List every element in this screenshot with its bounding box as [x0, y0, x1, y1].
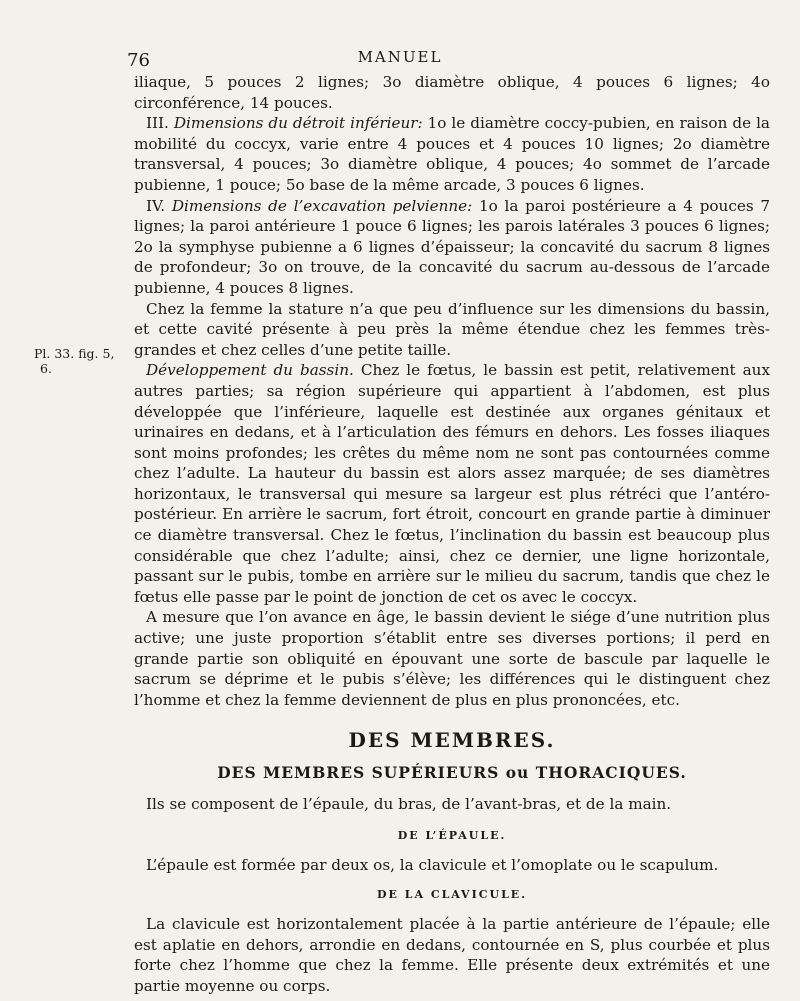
- paragraph-text: Chez le fœtus, le bassin est petit, relativement aux autres parties; sa région supérieure qui appartient à l’abdomen, est plus développée que l’inférieure, laquelle est destinée aux organes génitaux et urinaires en dedans, et à l’articulation des fémurs en dehors. Les fosses iliaques sont moins profondes; les crêtes du même nom ne sont pas contournées comme chez l’adulte. La hauteur du bassin est alors assez marquée; de ses diamètres horizontaux, le transversal qui mesure sa largeur est plus rétréci que l’antéro-postérieur. En arrière le sacrum, fort étroit, concourt en grande partie à diminuer ce diamètre transversal. Chez le fœtus, l’inclination du bassin est beaucoup plus considérable que chez l’adulte; ainsi, chez ce dernier, une ligne horizontale, passant sur le pubis, tombe en arrière sur le milieu du sacrum, tandis que chez le fœtus elle passe par le point de jonction de cet os avec le coccyx.: [134, 361, 771, 606]
- page-number: 76: [127, 50, 150, 71]
- section-number: IV.: [146, 196, 172, 215]
- paragraph-excavation: [134, 196, 770, 299]
- paragraph-text: 1o le diamètre coccy-pubien, en raison de la mobilité du coccyx, varie entre 4 pouces et 4 pouces 10 lignes; 2o diamètre transversal, 4 pouces; 3o diamètre oblique, 4 pouces; 4o sommet de l’arcade pubienne, 1 pouce; 5o base de la même arcade, 3 pouces 6 lignes.: [134, 114, 770, 194]
- paragraph-age: A mesure que l’on avance en âge, le bassin devient le siége d’une nutrition plus active; une juste proportion s’établit entre ses diverses portions; il perd en grande partie son obliquité en épouvant une sorte de bascule par laquelle le sacrum se déprime et le pubis s’élève; les différences qui le distinguent chez l’homme et chez la femme deviennent de plus en plus prononcées, etc.: [134, 608, 770, 709]
- paragraph-heading: Dimensions du détroit inférieur:: [173, 114, 423, 133]
- body-text: [134, 72, 770, 996]
- paragraph-heading: Développement du bassin.: [146, 361, 354, 380]
- paragraph-heading: Dimensions de l’excavation pelvienne:: [171, 196, 473, 215]
- heading-clavicule: DE LA CLAVICULE.: [376, 888, 528, 902]
- margin-note: [34, 346, 134, 376]
- margin-note-line: Pl. 33. fig. 5,: [34, 346, 115, 361]
- paragraph-epaule: L’épaule est formée par deux os, la clavicule et l’omoplate ou le scapulum.: [146, 855, 719, 874]
- page-header: [0, 46, 800, 72]
- paragraph-diametres: iliaque, 5 pouces 2 lignes; 3o diamètre oblique, 4 pouces 6 lignes; 4o circonférence, 14 pouces.: [134, 73, 770, 112]
- running-head: MANUEL: [357, 48, 443, 66]
- paragraph-clavicule: La clavicule est horizontalement placée à la partie antérieure de l’épaule; elle est aplatie en dehors, arrondie en dedans, contournée en S, plus courbée et plus forte chez l’homme que chez la femme. Elle présente deux extrémités et une partie moyenne ou corps.: [134, 914, 770, 995]
- heading-epaule: DE L’ÉPAULE.: [397, 829, 507, 843]
- subsection-title: DES MEMBRES SUPÉRIEURS ou THORACIQUES.: [217, 763, 687, 782]
- paragraph-text: 1o la paroi postérieure a 4 pouces 7 lignes; la paroi antérieure 1 pouce 6 lignes; les parois latérales 3 pouces 6 lignes; 2o la symphyse pubienne a 6 lignes d’épaisseur; la concavité du sacrum 8 lignes de profondeur; 3o on trouve, de la concavité du sacrum au-dessous de l’arcade pubienne, 4 pouces 8 lignes.: [134, 196, 771, 297]
- paragraph-detroit-inferieur: [134, 113, 770, 195]
- section-number: III.: [146, 114, 174, 133]
- paragraph-developpement: [134, 360, 770, 607]
- margin-note-line: 6.: [40, 361, 52, 376]
- section-title: DES MEMBRES.: [348, 728, 556, 753]
- paragraph-femme: Chez la femme la stature n’a que peu d’influence sur les dimensions du bassin, et cette cavité présente à peu près la même étendue chez les femmes très-grandes et chez celles d’une petite taille.: [134, 299, 770, 359]
- paragraph-intro: Ils se composent de l’épaule, du bras, de l’avant-bras, et de la main.: [146, 794, 672, 813]
